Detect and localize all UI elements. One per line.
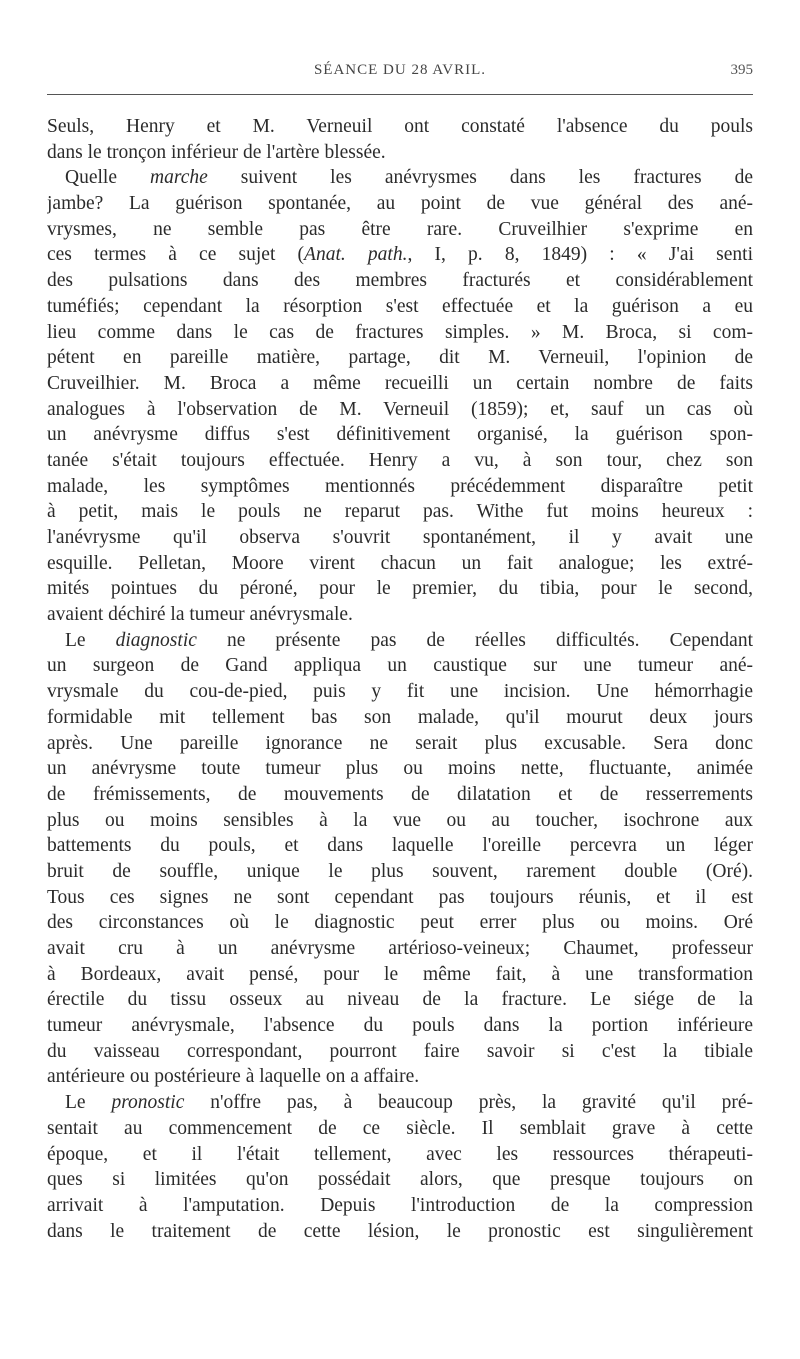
- text-line: vrysmes, ne semble pas être rare. Cruveilhier s'exprime en: [47, 218, 753, 240]
- text-line: analogues à l'observation de M. Verneuil (1859); et, sauf un cas où: [47, 398, 753, 420]
- running-head-title: SÉANCE DU 28 AVRIL.: [313, 62, 487, 78]
- text-line: un anévrysme diffus s'est définitivement organisé, la guérison spon-: [47, 424, 753, 446]
- text-line: mités pointues du péroné, pour le premier, du tibia, pour le second,: [47, 578, 753, 600]
- text-line: tanée s'était toujours effectuée. Henry a vu, à son tour, chez son: [47, 449, 753, 471]
- text-line: bruit de souffle, unique le plus souvent, rarement double (Oré).: [47, 860, 753, 882]
- text-line: formidable mit tellement bas son malade, qu'il mourut deux jours: [47, 706, 753, 728]
- text-line: Cruveilhier. M. Broca a même recueilli un certain nombre de faits: [47, 372, 753, 394]
- text-line: battements du pouls, et dans laquelle l'oreille percevra un léger: [47, 835, 753, 857]
- text-run: Quelle: [65, 167, 151, 189]
- text-line: vrysmale du cou-de-pied, puis y fit une incision. Une hémorrhagie: [47, 681, 753, 703]
- italic-term: pronostic: [111, 1092, 185, 1114]
- text-line: [47, 628, 753, 654]
- text-run: n'offre pas, à beaucoup près, la gravité qu'il pré-: [184, 1092, 753, 1114]
- text-line: époque, et il l'était tellement, avec les ressources thérapeuti-: [47, 1143, 753, 1165]
- text-line: [47, 165, 753, 191]
- text-line: ques si limitées qu'on possédait alors, que presque toujours on: [47, 1169, 753, 1191]
- text-line: jambe? La guérison spontanée, au point de vue général des ané-: [47, 193, 753, 215]
- text-line: du vaisseau correspondant, pourront faire savoir si c'est la tibiale: [47, 1040, 753, 1062]
- body-text: [47, 114, 753, 1244]
- text-line: des circonstances où le diagnostic peut errer plus ou moins. Oré: [47, 912, 753, 934]
- text-line: arrivait à l'amputation. Depuis l'introduction de la compression: [47, 1194, 753, 1216]
- text-line: antérieure ou postérieure à laquelle on a affaire.: [47, 1066, 420, 1088]
- text-line: esquille. Pelletan, Moore virent chacun un fait analogue; les extré-: [47, 552, 753, 574]
- text-line: avaient déchiré la tumeur anévrysmale.: [47, 604, 353, 626]
- italic-term: Anat. path.: [304, 244, 408, 266]
- text-run: , I, p. 8, 1849) : « J'ai senti: [407, 244, 753, 266]
- text-line: l'anévrysme qu'il observa s'ouvrit spontanément, il y avait une: [47, 527, 753, 548]
- text-line: après. Une pareille ignorance ne serait plus excusable. Sera donc: [47, 732, 753, 754]
- text-line: [47, 1090, 753, 1116]
- text-run: Le: [65, 629, 116, 651]
- text-line: de frémissements, de mouvements de dilatation et de resserrements: [47, 783, 753, 805]
- text-line: un surgeon de Gand appliqua un caustique sur une tumeur ané-: [47, 655, 753, 677]
- text-line: plus ou moins sensibles à la vue ou au toucher, isochrone aux: [47, 809, 753, 831]
- text-run: Le: [65, 1092, 112, 1114]
- text-run: ces termes à ce sujet (: [47, 244, 305, 266]
- text-line: à petit, mais le pouls ne reparut pas. Withe fut moins heureux :: [47, 501, 753, 523]
- text-line: [47, 242, 753, 268]
- page-number: 395: [730, 62, 753, 78]
- text-line: sentait au commencement de ce siècle. Il semblait grave à cette: [47, 1117, 753, 1139]
- text-run: suivent les anévrysmes dans les fractures de: [207, 167, 753, 189]
- text-line: avait cru à un anévrysme artérioso-veineux; Chaumet, professeur: [47, 938, 753, 959]
- text-line: à Bordeaux, avait pensé, pour le même fait, à une transformation: [47, 963, 753, 985]
- text-line: pétent en pareille matière, partage, dit M. Verneuil, l'opinion de: [47, 347, 753, 369]
- text-run: ne présente pas de réelles difficultés. Cependant: [196, 629, 753, 651]
- text-line: Tous ces signes ne sont cependant pas toujours réunis, et il est: [47, 886, 753, 908]
- text-line: un anévrysme toute tumeur plus ou moins nette, fluctuante, animée: [47, 758, 753, 780]
- text-line: dans le traitement de cette lésion, le pronostic est singulièrement: [47, 1220, 753, 1242]
- running-head: [47, 60, 753, 86]
- text-line: tuméfiés; cependant la résorption s'est effectuée et la guérison a eu: [47, 295, 753, 317]
- italic-term: diagnostic: [115, 629, 197, 651]
- text-line: dans le tronçon inférieur de l'artère blessée.: [47, 141, 386, 163]
- text-line: malade, les symptômes mentionnés précédemment disparaître petit: [47, 475, 753, 497]
- text-line: Seuls, Henry et M. Verneuil ont constaté l'absence du pouls: [47, 116, 753, 137]
- text-line: lieu comme dans le cas de fractures simples. » M. Broca, si com-: [47, 321, 753, 343]
- italic-term: marche: [150, 167, 208, 189]
- text-line: tumeur anévrysmale, l'absence du pouls dans la portion inférieure: [47, 1015, 753, 1037]
- text-line: des pulsations dans des membres fracturés et considérablement: [47, 270, 753, 292]
- header-rule: [47, 94, 753, 95]
- text-line: érectile du tissu osseux au niveau de la fracture. Le siége de la: [47, 989, 753, 1011]
